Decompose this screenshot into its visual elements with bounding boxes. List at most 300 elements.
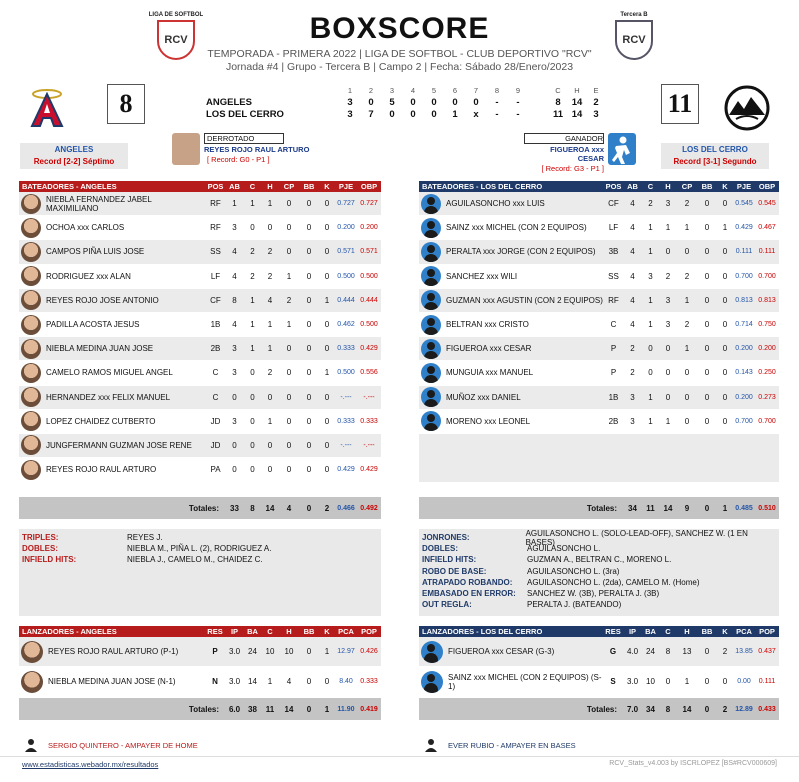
stat-cell: 0 <box>704 320 710 330</box>
home-batting-rows <box>419 192 779 434</box>
table-row <box>419 313 779 337</box>
note-value: GUZMAN A., BELTRAN C., MORENO L. <box>527 555 672 565</box>
stat-cell: 0 <box>324 677 330 686</box>
table-row <box>419 192 779 216</box>
total-errors: 2 <box>593 97 599 108</box>
stat-cell: 0 <box>306 416 312 426</box>
stat-cell: 1 <box>648 392 653 402</box>
stat-cell: 3 <box>630 392 635 402</box>
winner-box <box>522 133 604 173</box>
total-cell: 0.510 <box>758 504 776 512</box>
stat-cell: 2 <box>684 199 690 209</box>
total-hits: 14 <box>571 109 583 120</box>
table-row <box>19 240 381 264</box>
player-avatar <box>421 411 441 431</box>
stat-cell: 1 <box>250 344 255 354</box>
stat-cell: LF <box>608 223 619 233</box>
stat-cell: 0.111 <box>758 248 776 256</box>
stat-cell: N <box>212 677 218 686</box>
total-cell: 0.433 <box>758 705 776 713</box>
inning-runs: - <box>516 109 520 120</box>
stat-cell: 0.700 <box>735 272 753 280</box>
player-avatar <box>21 315 41 335</box>
table-row <box>419 289 779 313</box>
home-team-band <box>661 143 769 169</box>
stat-cell: 0.429 <box>735 224 753 232</box>
total-cell: 14 <box>265 503 275 513</box>
stat-cell: 0.545 <box>735 200 753 208</box>
away-batting-header <box>19 181 381 192</box>
stat-cell: LF <box>210 271 221 281</box>
stat-cell: 0 <box>722 247 728 257</box>
loser-box <box>204 133 324 164</box>
stat-cell: 1 <box>267 344 273 354</box>
col-header: C <box>249 182 256 191</box>
away-team-name: ANGELES <box>54 145 94 154</box>
stat-cell: 1 <box>684 223 690 233</box>
stat-cell: C <box>212 392 219 402</box>
player-name: REYES ROJO JOSE ANTONIO <box>46 295 159 305</box>
hits-label: H <box>574 86 580 95</box>
stat-cell: 0 <box>704 677 710 686</box>
totals-label: Totales: <box>188 503 219 513</box>
total-cell: 34 <box>628 503 637 513</box>
stat-cell: 0 <box>232 465 237 475</box>
linescore-header <box>206 86 606 96</box>
stat-cell: 0 <box>722 271 728 281</box>
inning-label: 8 <box>494 86 500 95</box>
stat-cell: 4 <box>630 223 635 233</box>
player-avatar <box>21 242 41 262</box>
stat-cell: 0 <box>704 392 710 402</box>
pitcher-name: REYES ROJO RAUL ARTURO (P-1) <box>48 647 179 656</box>
stat-cell: 10 <box>284 647 294 656</box>
stat-cell: C <box>610 320 617 330</box>
page-title: BOXSCORE <box>309 12 490 45</box>
stat-cell: 0 <box>286 223 292 233</box>
stat-cell: 0 <box>306 223 312 233</box>
stat-cell: 3.0 <box>626 677 639 686</box>
stat-cell: 0 <box>684 247 690 257</box>
stat-cell: 0 <box>665 368 671 378</box>
stat-cell: RF <box>210 199 221 209</box>
stat-cell: -.--- <box>340 441 352 449</box>
home-pitching-header <box>419 626 779 637</box>
stat-cell: 1 <box>665 416 671 426</box>
table-row <box>19 216 381 240</box>
note-value: REYES J. <box>127 533 163 543</box>
note-key: DOBLES: <box>422 544 458 554</box>
runs-label: C <box>555 86 561 95</box>
stat-cell: 0.333 <box>337 345 355 353</box>
home-notes <box>419 529 779 616</box>
inning-runs: - <box>495 97 499 108</box>
col-header: BA <box>645 627 656 636</box>
stat-cell: 0 <box>684 368 690 378</box>
player-name: SAINZ xxx MICHEL (CON 2 EQUIPOS) <box>446 223 587 233</box>
inning-label: 2 <box>368 86 374 95</box>
col-header: K <box>324 627 330 636</box>
stat-cell: 0.700 <box>735 417 753 425</box>
stat-cell: 0 <box>704 416 710 426</box>
stat-cell: 1 <box>286 320 292 330</box>
stat-cell: SS <box>608 271 619 281</box>
stat-cell: 8 <box>232 295 237 305</box>
stat-cell: 0.444 <box>360 296 378 304</box>
stat-cell: 0 <box>722 295 728 305</box>
player-name: CAMPOS PIÑA LUIS JOSE <box>46 247 145 257</box>
note-row <box>22 543 378 554</box>
home-batting-totals <box>419 497 779 519</box>
stat-cell: 0 <box>250 440 255 450</box>
stat-cell: 0 <box>722 199 728 209</box>
home-batting-header <box>419 181 779 192</box>
stat-cell: 4 <box>232 320 237 330</box>
total-cell: 1 <box>324 704 330 714</box>
pitcher-avatar <box>21 641 43 663</box>
stat-cell: 3B <box>608 247 619 257</box>
col-header: AB <box>627 182 638 191</box>
player-avatar <box>421 387 441 407</box>
inning-runs: 0 <box>410 109 416 120</box>
away-pitching-table <box>19 626 381 697</box>
credit-text: RCV_Stats_v4.003 by ISCRLOPEZ [BS#RCV000609] <box>609 760 777 767</box>
home-score: 11 <box>661 84 699 124</box>
table-row <box>19 386 381 410</box>
stat-cell: 0 <box>306 440 312 450</box>
col-header: PJE <box>736 182 752 191</box>
table-row <box>419 216 779 240</box>
col-header: H <box>665 182 671 191</box>
stat-cell: 0 <box>286 199 292 209</box>
total-cell: 12.89 <box>735 705 753 713</box>
stat-cell: 3 <box>630 416 635 426</box>
col-header: CP <box>681 182 693 191</box>
stat-cell: 3 <box>665 199 671 209</box>
player-avatar <box>421 290 441 310</box>
stat-cell: 0.467 <box>758 224 776 232</box>
stat-cell: 0.426 <box>360 648 378 655</box>
total-cell: 2 <box>722 704 728 714</box>
stat-cell: 0.500 <box>337 369 355 377</box>
stat-cell: 0 <box>267 223 273 233</box>
stat-cell: 12.97 <box>337 648 355 655</box>
stat-cell: 24 <box>646 647 655 656</box>
total-cell: 11.90 <box>337 705 355 713</box>
stat-cell: 0 <box>324 416 330 426</box>
away-pitching-totals <box>19 698 381 720</box>
stat-cell: 0 <box>267 440 273 450</box>
total-runs: 11 <box>552 109 564 120</box>
player-avatar <box>421 266 441 286</box>
col-header: CP <box>283 182 295 191</box>
player-avatar <box>421 363 441 383</box>
player-name: FIGUEROA xxx CESAR <box>446 344 532 354</box>
stat-cell: 1 <box>684 677 690 686</box>
home-pitching-table <box>419 626 779 697</box>
stat-cell: 0 <box>286 440 292 450</box>
col-header: C <box>267 627 273 636</box>
total-cell: 11 <box>646 503 655 513</box>
total-cell: 0.419 <box>360 705 378 713</box>
player-name: MORENO xxx LEONEL <box>446 416 531 426</box>
inning-runs: 0 <box>389 109 395 120</box>
player-avatar <box>21 411 41 431</box>
home-umpire: SERGIO QUINTERO - AMPAYER DE HOME <box>48 741 198 750</box>
stat-cell: RF <box>210 223 221 233</box>
table-row <box>19 434 381 458</box>
player-name: AGUILASONCHO xxx LUIS <box>446 199 545 209</box>
stat-cell: 2 <box>684 271 690 281</box>
stat-cell: 2 <box>267 368 273 378</box>
note-row <box>422 566 776 577</box>
total-cell: 14 <box>284 704 294 714</box>
stat-cell: 0 <box>648 344 653 354</box>
note-row <box>422 588 776 599</box>
stat-cell: 0.143 <box>735 369 753 377</box>
total-cell: 0.492 <box>360 504 378 512</box>
angeles-logo-icon <box>24 86 70 130</box>
pitcher-silhouette-icon <box>608 133 636 165</box>
table-title: BATEADORES - ANGELES <box>22 182 117 191</box>
stat-cell: 0 <box>324 247 330 257</box>
stat-cell: 0.200 <box>337 224 355 232</box>
player-name: HERNANDEZ xxx FELIX MANUEL <box>46 392 171 402</box>
player-name: PERALTA xxx JORGE (CON 2 EQUIPOS) <box>446 247 596 257</box>
note-value: SANCHEZ W. (3B), PERALTA J. (3B) <box>527 589 660 599</box>
note-key: INFIELD HITS: <box>422 555 477 565</box>
stat-cell: 0 <box>250 416 255 426</box>
totals-label: Totales: <box>586 704 617 714</box>
player-avatar <box>21 290 41 310</box>
table-row <box>19 313 381 337</box>
stat-cell: 0 <box>722 677 728 686</box>
loser-name: REYES ROJO RAUL ARTURO <box>204 145 310 154</box>
los-del-cerro-logo-icon <box>722 85 772 131</box>
stat-cell: 1 <box>267 416 273 426</box>
stat-cell: 3 <box>232 416 237 426</box>
table-row <box>19 637 381 667</box>
stat-cell: -.--- <box>363 441 375 449</box>
stat-cell: 3 <box>648 271 653 281</box>
table-row <box>419 410 779 434</box>
stat-cell: 0 <box>250 368 255 378</box>
stat-cell: 2 <box>630 344 635 354</box>
inning-label: 5 <box>431 86 437 95</box>
stat-cell: CF <box>608 199 619 209</box>
total-cell: 0 <box>704 704 710 714</box>
col-header: BB <box>701 182 713 191</box>
stat-cell: 0.571 <box>360 248 378 256</box>
stat-cell: 0 <box>704 344 710 354</box>
total-cell: 0.466 <box>337 504 355 512</box>
stat-cell: 0 <box>324 320 330 330</box>
stat-cell: 13.85 <box>735 648 753 655</box>
stat-cell: 4 <box>286 677 292 686</box>
total-cell: 38 <box>248 704 257 714</box>
base-umpire: EVER RUBIO - AMPAYER EN BASES <box>448 741 576 750</box>
total-cell: 7.0 <box>626 704 639 714</box>
stat-cell: 0.813 <box>735 296 753 304</box>
player-name: RODRIGUEZ xxx ALAN <box>46 271 131 281</box>
linescore <box>206 86 606 122</box>
stat-cell: 0 <box>306 465 312 475</box>
note-key: JONRONES: <box>422 533 470 543</box>
stat-cell: 1 <box>267 320 273 330</box>
col-header: BB <box>701 627 713 636</box>
player-name: PADILLA ACOSTA JESUS <box>46 320 140 330</box>
away-notes <box>19 529 381 616</box>
inning-runs: 0 <box>410 97 416 108</box>
stat-cell: 10 <box>646 677 655 686</box>
stat-cell: 0 <box>250 392 255 402</box>
stat-cell: 0 <box>324 465 330 475</box>
stat-cell: 1 <box>250 320 255 330</box>
stat-cell: 1 <box>324 295 330 305</box>
stat-cell: 0 <box>324 223 330 233</box>
player-avatar <box>421 242 441 262</box>
col-header: PCA <box>338 627 354 636</box>
stat-cell: 0.545 <box>758 200 776 208</box>
stat-cell: 0 <box>267 465 273 475</box>
table-row <box>419 637 779 667</box>
player-name: LOPEZ CHAIDEZ CUTBERTO <box>46 416 156 426</box>
stat-cell: 4 <box>630 247 635 257</box>
table-title: BATEADORES - LOS DEL CERRO <box>422 182 543 191</box>
table-row <box>19 410 381 434</box>
stat-cell: 0 <box>286 416 292 426</box>
note-key: INFIELD HITS: <box>22 555 77 565</box>
col-header: BB <box>303 627 315 636</box>
stat-cell: JD <box>210 416 221 426</box>
stat-cell: 4 <box>630 199 635 209</box>
stat-cell: 3.0 <box>228 677 241 686</box>
inning-label: 6 <box>452 86 458 95</box>
empty-rows <box>419 434 779 482</box>
team-name: ANGELES <box>206 97 252 108</box>
stat-cell: P <box>212 647 218 656</box>
table-row <box>19 361 381 385</box>
stat-cell: 0 <box>704 271 710 281</box>
stat-cell: 1 <box>232 199 237 209</box>
stat-cell: 0 <box>665 344 671 354</box>
note-value: AGUILASONCHO L. (SOLO-LEAD-OFF), SANCHEZ W. (1 EN BASES) <box>525 528 748 547</box>
inning-runs: 0 <box>473 97 479 108</box>
player-avatar <box>21 363 41 383</box>
player-name: NIEBLA FERNANDEZ JABEL MAXIMILIANO <box>46 194 152 213</box>
stat-cell: 2 <box>286 295 292 305</box>
total-cell: 2 <box>324 503 330 513</box>
division-logo-label: Tercera B <box>620 12 648 18</box>
stat-cell: 1 <box>684 344 690 354</box>
stat-cell: 0 <box>232 440 237 450</box>
stat-cell: 0 <box>286 465 292 475</box>
table-row <box>419 361 779 385</box>
total-cell: 0.485 <box>735 504 753 512</box>
stat-cell: P <box>610 344 617 354</box>
stat-cell: 0.714 <box>735 321 753 329</box>
away-batting-rows <box>19 192 381 482</box>
stat-cell: 0 <box>648 368 653 378</box>
errors-label: E <box>593 86 599 95</box>
results-link[interactable]: www.estadisticas.webador.mx/resultados <box>22 760 159 769</box>
stat-cell: 1 <box>648 320 653 330</box>
stat-cell: 0.444 <box>337 296 355 304</box>
total-errors: 3 <box>593 109 599 120</box>
rcv-shield-icon: RCV <box>615 20 653 60</box>
loser-photo <box>172 133 200 165</box>
stat-cell: 0.700 <box>758 417 776 425</box>
pitcher-avatar <box>21 671 43 693</box>
col-header: K <box>324 182 330 191</box>
inning-runs: 0 <box>368 97 374 108</box>
note-row <box>422 554 776 565</box>
stat-cell: 0 <box>324 344 330 354</box>
stat-cell: 0 <box>286 392 292 402</box>
table-row <box>419 386 779 410</box>
league-logo-label: LIGA DE SOFTBOL <box>148 12 204 18</box>
stat-cell: S <box>610 677 616 686</box>
stat-cell: CF <box>210 295 221 305</box>
inning-label: 7 <box>473 86 479 95</box>
stat-cell: 2 <box>267 271 273 281</box>
table-row <box>419 337 779 361</box>
table-row <box>419 667 779 697</box>
note-key: OUT REGLA: <box>422 600 472 610</box>
col-header: POS <box>207 182 224 191</box>
total-cell: 14 <box>682 704 692 714</box>
total-cell: 4 <box>286 503 292 513</box>
winner-name: FIGUEROA xxx CESAR <box>550 145 604 163</box>
stat-cell: 4.0 <box>626 647 639 656</box>
table-row <box>19 667 381 697</box>
player-name: NIEBLA MEDINA JUAN JOSE <box>46 344 154 354</box>
col-header: PCA <box>736 627 752 636</box>
game-info: Jornada #4 | Grupo - Tercera B | Campo 2 | Fecha: Sábado 28/Enero/2023 <box>225 61 574 73</box>
stat-cell: 2 <box>250 271 255 281</box>
note-key: EMBASADO EN ERROR: <box>422 589 516 599</box>
table-row <box>19 289 381 313</box>
away-pitching-rows <box>19 637 381 697</box>
pitcher-name: NIEBLA MEDINA JUAN JOSE (N-1) <box>48 677 176 686</box>
stat-cell: 0.273 <box>758 393 776 401</box>
note-key: ATRAPADO ROBANDO: <box>422 577 513 587</box>
total-cell: 11 <box>265 704 275 714</box>
stat-cell: 1 <box>648 295 653 305</box>
team-name: LOS DEL CERRO <box>206 109 284 120</box>
total-cell: 0 <box>704 503 710 513</box>
stat-cell: 2 <box>630 368 635 378</box>
inning-label: 4 <box>410 86 416 95</box>
inning-runs: 0 <box>431 97 437 108</box>
stat-cell: 0.333 <box>337 417 355 425</box>
stat-cell: JD <box>210 440 221 450</box>
table-row <box>19 192 381 216</box>
stat-cell: 2 <box>648 199 653 209</box>
inning-runs: 0 <box>431 109 437 120</box>
note-value: NIEBLA J., CAMELO M., CHAIDEZ C. <box>127 555 263 565</box>
stat-cell: 4 <box>630 295 635 305</box>
total-cell: 9 <box>684 503 690 513</box>
inning-runs: 0 <box>452 97 458 108</box>
inning-runs: 1 <box>452 109 458 120</box>
col-header: PJE <box>338 182 354 191</box>
col-header: K <box>722 627 728 636</box>
home-team-name: LOS DEL CERRO <box>682 145 748 154</box>
stat-cell: 0.750 <box>758 321 776 329</box>
stat-cell: 2 <box>250 247 255 257</box>
stat-cell: C <box>212 368 219 378</box>
